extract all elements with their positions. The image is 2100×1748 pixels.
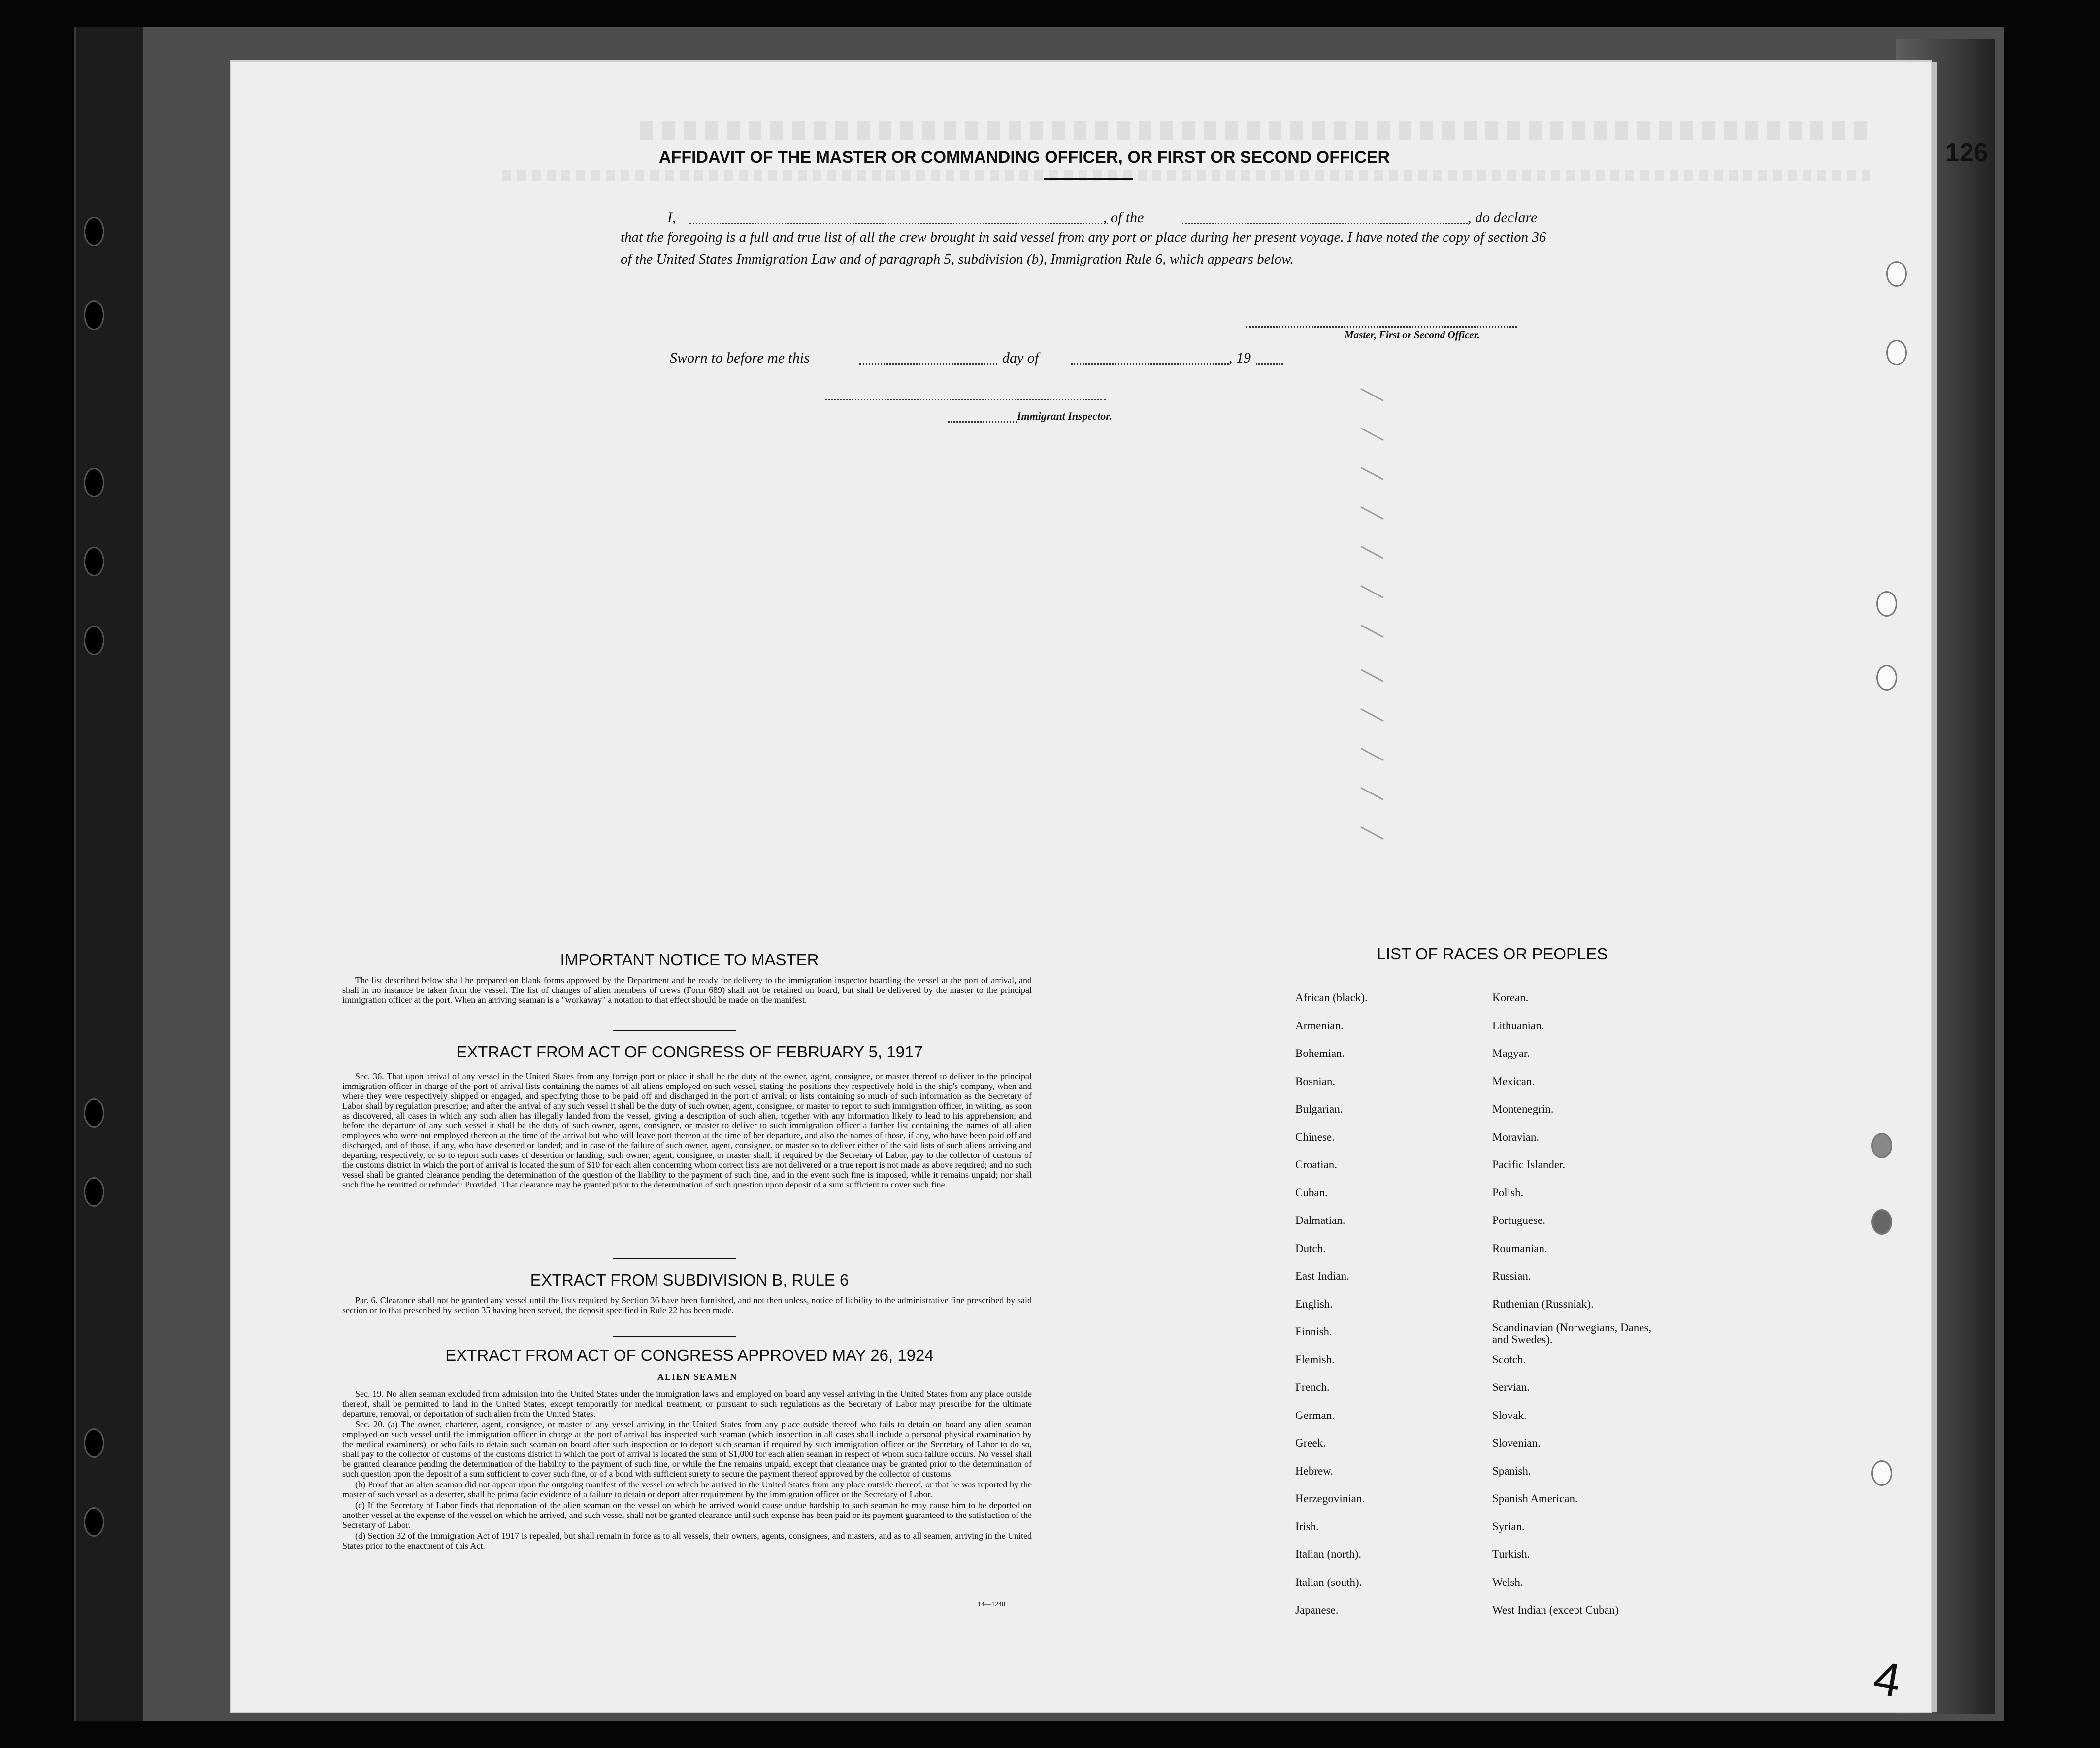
binder-hole [84, 1428, 104, 1458]
margin-hole [1886, 340, 1907, 365]
binder-hole [84, 468, 104, 497]
margin-hole [1871, 1460, 1892, 1486]
handwritten-corner-mark: 4 [1870, 1651, 1905, 1708]
binder-hole [84, 1507, 104, 1537]
form-number: 14—1240 [978, 1601, 1005, 1608]
race-item: Turkish. [1492, 1548, 1530, 1560]
extract-rule6-paragraph: Par. 6. Clearance shall not be granted any vessel until the lists required by Section 36 have been furnished, and not then unless, notice of liability to the administrative fine prescribed by said section or to that prescribed by section 35 having been served, the deposit specified in Rule 22 has been made. [342, 1295, 1032, 1315]
race-item: Croatian. [1295, 1158, 1337, 1171]
race-item: Portuguese. [1492, 1214, 1545, 1226]
binder-hole [84, 626, 104, 655]
race-item: African (black). [1295, 991, 1368, 1004]
title-rule [1044, 178, 1133, 180]
race-item: Russian. [1492, 1270, 1531, 1282]
race-item: French. [1295, 1381, 1330, 1393]
race-item: Greek. [1295, 1437, 1326, 1449]
races-left-column [1295, 984, 1368, 1624]
inspector-signature-underline [948, 421, 1017, 423]
race-item: Roumanian. [1492, 1242, 1547, 1254]
races-title: LIST OF RACES OR PEOPLES [1377, 945, 1608, 963]
margin-hole [1871, 1133, 1892, 1158]
extract-1917-text [342, 1071, 1032, 1190]
extract-1917-title: EXTRACT FROM ACT OF CONGRESS OF FEBRUARY 5, 1917 [456, 1043, 923, 1061]
race-item: Herzegovinian. [1295, 1492, 1365, 1505]
race-item: Italian (north). [1295, 1548, 1362, 1560]
race-item: Polish. [1492, 1186, 1524, 1199]
races-right-column [1492, 984, 1670, 1624]
race-item: Montenegrin. [1492, 1103, 1554, 1115]
race-item: Finnish. [1295, 1325, 1332, 1338]
race-item: Spanish American. [1492, 1492, 1578, 1505]
extract-1924-paragraph: Sec. 20. (a) The owner, charterer, agent, consignee, or master of any vessel arriving in the United States from any place outside thereof who fails to detain on board any alien seaman employed on such vessel until the immigration officer in charge at the port of arrival has inspected such seaman (which inspection in all cases shall include a personal physical examination by the medical examiners), or who fails to detain such seaman on board after such inspection or to deport such seaman if required by such immigration officer or the Secretary of Labor to do so, shall pay to the collector of customs of the customs district in which the port of arrival is located the sum of $1,000 for each alien seaman in respect of whom such failure occurs. No vessel shall be granted clearance pending the determination of the liability to the payment of such fine, or while the fine remains unpaid, except that clearance may be granted prior to the determination of such question upon the deposit of a sum sufficient to cover such fine, or of a bond with sufficient surety to secure the payment thereof approved by the collector of customs. [342, 1419, 1032, 1479]
officer-name-field[interactable] [689, 223, 1108, 224]
affidavit-body: that the foregoing is a full and true list of all the crew brought in said vessel from any port or place during her present voyage. I have noted the copy of section 36 of the United States Immigration Law and of paragraph 5, subdivision (b), Immigration Rule 6, which appears below. [621, 230, 1546, 267]
race-item: Welsh. [1492, 1576, 1523, 1588]
race-item: Spanish. [1492, 1464, 1531, 1477]
extract-1917-paragraph: Sec. 36. That upon arrival of any vessel in the United States from any foreign port or place it shall be the duty of the owner, agent, consignee, or master thereof to deliver to the principal immigration officer in charge of the port of arrival lists containing the names of all aliens employed on such vessel, stating the positions they respectively hold in the ship's company, when and where they were respectively shipped or engaged, and specifying those to be paid off and discharged in the port of arrival; or lists containing so much of such information as the Secretary of Labor shall by regulation prescribe; and after the arrival of any such vessel it shall be the duty of such owner, agent, consignee, or master to report to such immigration officer, in writing, as soon as discovered, all cases in which any such alien has illegally landed from the vessel, giving a description of such alien, together with any information likely to lead to his apprehension; and before the departure of any such vessel it shall be the duty of such owner, agent, consignee, or master to deliver to such immigration officer a further list containing the names of all alien employees who were not employed thereon at the time of the arrival but who will leave port thereon at the time of her departure, and also the names of those, if any, who have been paid off and discharged, and of those, if any, who have deserted or landed; and in case of the failure of such owner, agent, consignee, or master so to deliver either of the said lists of such aliens arriving and departing, respectively, or so to report such cases of desertion or landing, such owner, agent, consignee, or master shall, if required by the Secretary of Labor, pay to the collector of customs of the customs district in which the port of arrival is located the sum of $10 for each alien concerning whom correct lists are not delivered or a true report is not made as above required; and no such vessel shall be granted clearance pending the determination of the question of the liability to the payment of such fine, and in the event such fine is imposed, while it remains unpaid; nor shall such fine be remitted or refunded: Provided, That clearance may be granted prior to the determination of such question upon deposit of a sum sufficient to cover such fine. [342, 1071, 1032, 1189]
race-item: Scotch. [1492, 1353, 1526, 1366]
race-item: Slovak. [1492, 1409, 1527, 1421]
inspector-signature-field[interactable] [825, 399, 1106, 400]
margin-hole [1871, 1209, 1892, 1235]
bleed-through-text [640, 121, 1871, 140]
race-item: Mexican. [1492, 1075, 1535, 1088]
race-item: Armenian. [1295, 1019, 1344, 1032]
year-label: , 19 [1229, 350, 1251, 366]
sworn-month-field[interactable] [1071, 363, 1229, 365]
master-signature-field[interactable] [1246, 326, 1517, 328]
race-item: Pacific Islander. [1492, 1158, 1566, 1171]
race-item: Dalmatian. [1295, 1214, 1345, 1226]
binder-hole [84, 547, 104, 576]
race-item: Chinese. [1295, 1130, 1335, 1143]
race-item: Scandinavian (Norwegians, Danes, and Swedes). [1492, 1321, 1652, 1346]
race-item: German. [1295, 1409, 1335, 1421]
race-item: West Indian (except Cuban) [1492, 1604, 1619, 1616]
section-rule [613, 1336, 736, 1337]
extract-rule6-text [342, 1295, 1032, 1316]
race-item: East Indian. [1295, 1270, 1349, 1282]
binder-hole [84, 300, 104, 330]
race-item: Lithuanian. [1492, 1019, 1544, 1032]
race-item: Moravian. [1492, 1130, 1540, 1143]
race-item: English. [1295, 1297, 1333, 1310]
race-item: Ruthenian (Russniak). [1492, 1297, 1594, 1310]
race-item: Servian. [1492, 1381, 1530, 1393]
inspector-label: Immigrant Inspector. [1017, 410, 1113, 422]
race-item: Slovenian. [1492, 1437, 1541, 1449]
race-item: Syrian. [1492, 1520, 1525, 1533]
notice-text [342, 975, 1032, 1006]
extract-1924-text [342, 1389, 1032, 1551]
race-item: Bohemian. [1295, 1047, 1345, 1059]
master-signature-label: Master, First or Second Officer. [1345, 329, 1480, 341]
race-item: Japanese. [1295, 1604, 1339, 1616]
notice-title: IMPORTANT NOTICE TO MASTER [560, 951, 819, 969]
race-item: Italian (south). [1295, 1576, 1362, 1588]
vessel-name-field[interactable] [1182, 223, 1468, 224]
page-number: 126 [1945, 138, 1988, 167]
extract-1924-paragraph: Sec. 19. No alien seaman excluded from admission into the United States under the immigration laws and employed on board any vessel arriving in the United States from any place outside thereof, shall be permitted to land in the United States, except temporarily for medical treatment, or pursuant to such regulations as the Secretary of Labor may prescribe for the ultimate departure, removal, or deportation of such alien from the United States. [342, 1389, 1032, 1418]
race-item: Irish. [1295, 1520, 1319, 1533]
alien-seamen-heading: ALIEN SEAMEN [657, 1372, 738, 1382]
day-of-label: day of [1002, 350, 1039, 366]
margin-hole [1876, 591, 1897, 617]
extract-1924-paragraph: (b) Proof that an alien seaman did not appear upon the outgoing manifest of the vessel on which he arrived in the United States from any place outside thereof, or that he was reported by the master of such vessel as a deserter, shall be prima facie evidence of a failure to detain or deport after requirement by the immigration officer or the Secretary of Labor. [342, 1480, 1032, 1499]
notice-paragraph: The list described below shall be prepared on blank forms approved by the Department and be ready for delivery to the immigration inspector boarding the vessel at the port of arrival, and shall in no instance be taken from the vessel. The list of changes of alien members of crews (Form 689) shall not be retained on board, but shall be delivered by the master to the principal immigration officer at the port. When an arriving seaman is a "workaway" a notation to that effect should be made on the manifest. [342, 975, 1032, 1005]
extract-rule6-title: EXTRACT FROM SUBDIVISION B, RULE 6 [530, 1271, 849, 1289]
section-rule [613, 1030, 736, 1031]
margin-hole [1876, 665, 1897, 691]
binder-strip [74, 27, 145, 1721]
race-item: Magyar. [1492, 1047, 1530, 1059]
bleed-through-text [502, 170, 1871, 181]
extract-1924-paragraph: (d) Section 32 of the Immigration Act of 1917 is repealed, but shall remain in force as to all vessels, their owners, agents, consignees, and masters, and as to all seamen, arriving in the United States prior to the enactment of this Act. [342, 1531, 1032, 1550]
affidavit-title: AFFIDAVIT OF THE MASTER OR COMMANDING OFFICER, OR FIRST OR SECOND OFFICER [659, 148, 1390, 166]
race-item: Hebrew. [1295, 1464, 1334, 1477]
affidavit-of-the-label: , of the [1103, 209, 1144, 226]
binder-hole [84, 1098, 104, 1128]
extract-1924-title: EXTRACT FROM ACT OF CONGRESS APPROVED MAY 26, 1924 [445, 1346, 934, 1364]
race-item: Flemish. [1295, 1353, 1335, 1366]
race-item: Cuban. [1295, 1186, 1328, 1199]
extract-1924-paragraph: (c) If the Secretary of Labor finds that deportation of the alien seaman on the vessel on which he arrived would cause undue hardship to such seaman he may cause him to be deported on another vessel at the expense of the vessel on which he arrived, and such vessel shall not be granted clearance until such expense has been paid or its payment guaranteed to the satisfaction of the Secretary of Labor. [342, 1500, 1032, 1530]
binder-hole [84, 1177, 104, 1207]
binder-hole [84, 217, 104, 246]
sworn-day-field[interactable] [859, 363, 997, 365]
race-item: Bulgarian. [1295, 1103, 1343, 1115]
sworn-year-field[interactable] [1256, 363, 1283, 365]
sworn-label: Sworn to before me this [670, 350, 810, 366]
race-item: Korean. [1492, 991, 1529, 1004]
race-item: Bosnian. [1295, 1075, 1336, 1088]
race-item: Dutch. [1295, 1242, 1326, 1254]
affidavit-do-declare-label: , do declare [1468, 209, 1538, 226]
margin-hole [1886, 261, 1907, 287]
affidavit-i-label: I, [667, 209, 676, 226]
section-rule [613, 1258, 736, 1259]
